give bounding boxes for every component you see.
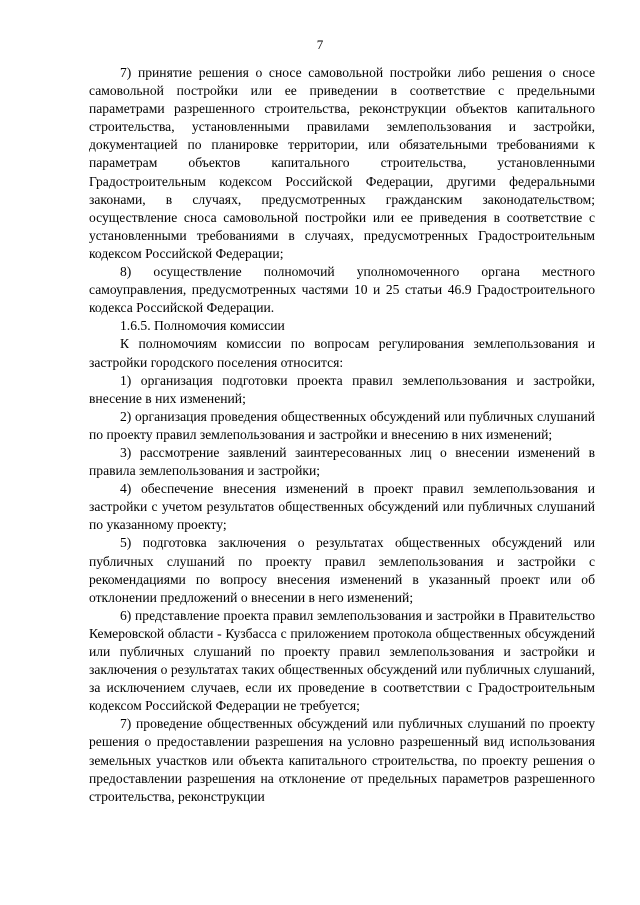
paragraph-item-8-powers: 8) осуществление полномочий уполномоченного органа местного самоуправления, предусмотренных частями 10 и 25 статьи 46.9 Градостроительного кодекса Российской Федерации. [89,264,595,316]
list-item-1: 1) организация подготовки проекта правил землепользования и застройки, внесение в них изменений; [89,372,595,406]
section-heading-1-6-5: 1.6.5. Полномочия комиссии [120,318,285,334]
list-item-4: 4) обеспечение внесения изменений в проект правил землепользования и застройки с учетом результатов общественных обсуждений или публичных слушаний по указанному проекту; [89,481,595,533]
list-item-7: 7) проведение общественных обсуждений или публичных слушаний по проекту решения о предоставлении разрешения на условно разрешенный вид использования земельных участков или объекта капитального строительства, по проекту решения о предоставлении разрешения на отклонение от предельных параметров разрешенного строительства, реконструкции [89,716,595,804]
document-body [89,64,595,806]
list-item-6: 6) представление проекта правил землепользования и застройки в Правительство Кемеровской области - Кузбасса с приложением протокола общественных обсуждений или публичных слушаний по проекту правил землепользования и застройки и заключения о результатах таких общественных обсуждений или публичных слушаний, за исключением случаев, если их проведение в соответствии с Градостроительным кодексом Российской Федерации не требуется; [89,607,595,714]
page-number: 7 [316,37,324,52]
list-item-5: 5) подготовка заключения о результатах общественных обсуждений или публичных слушаний по проекту правил землепользования и застройки с рекомендациями по вопросу внесения изменений в указанный проект или об отклонении предложений о внесении в него изменений; [89,535,595,605]
paragraph-item-7-demolition: 7) принятие решения о сносе самовольной постройки либо решения о сносе самовольной постройки или ее приведении в соответствие с предельными параметрами разрешенного строительства, реконструкции объектов капитального строительства, установленными правилами землепользования и застройки, документацией по планировке территории, или обязательными требованиями к параметрам объектов капитального строительства, установленными Градостроительным кодексом Российской Федерации, другими федеральными законами, в случаях, предусмотренных гражданским законодательством; осуществление сноса самовольной постройки или ее приведения в соответствие с установленными требованиями в случаях, предусмотренных Градостроительным кодексом Российской Федерации; [89,65,595,261]
paragraph-commission-intro: К полномочиям комиссии по вопросам регулирования землепользования и застройки городского поселения относится: [89,336,595,370]
list-item-2: 2) организация проведения общественных обсуждений или публичных слушаний по проекту правил землепользования и застройки и внесению в них изменений; [89,408,595,442]
list-item-3: 3) рассмотрение заявлений заинтересованных лиц о внесении изменений в правила землепользования и застройки; [89,444,595,479]
